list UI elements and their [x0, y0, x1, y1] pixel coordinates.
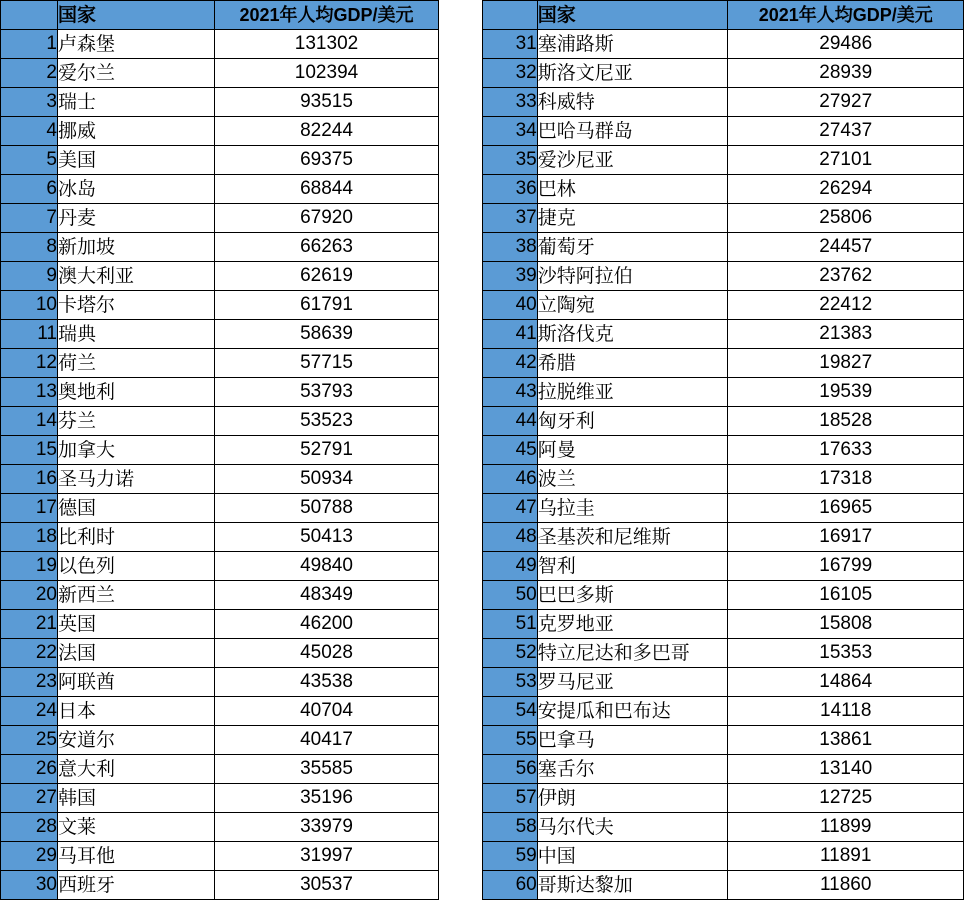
- gdp-cell[interactable]: 23762: [728, 262, 964, 291]
- country-cell[interactable]: 卡塔尔: [58, 291, 215, 320]
- gdp-cell[interactable]: 53793: [215, 378, 439, 407]
- gdp-cell[interactable]: 93515: [215, 88, 439, 117]
- rank-cell[interactable]: 8: [1, 233, 58, 262]
- rank-cell[interactable]: 26: [1, 755, 58, 784]
- country-cell[interactable]: 日本: [58, 697, 215, 726]
- gdp-cell[interactable]: 43538: [215, 668, 439, 697]
- rank-cell[interactable]: 2: [1, 59, 58, 88]
- rank-cell[interactable]: 57: [483, 784, 538, 813]
- table-row: [1, 407, 439, 436]
- rank-cell[interactable]: 1: [1, 30, 58, 59]
- gdp-cell[interactable]: 35585: [215, 755, 439, 784]
- gdp-cell[interactable]: 11860: [728, 871, 964, 900]
- header-gdp[interactable]: 2021年人均GDP/美元: [728, 1, 964, 30]
- country-cell[interactable]: 意大利: [58, 755, 215, 784]
- table-row: [483, 175, 964, 204]
- country-cell[interactable]: 英国: [58, 610, 215, 639]
- rank-cell[interactable]: 45: [483, 436, 538, 465]
- gdp-cell[interactable]: 26294: [728, 175, 964, 204]
- gdp-cell[interactable]: 13861: [728, 726, 964, 755]
- country-cell[interactable]: 法国: [58, 639, 215, 668]
- rank-cell[interactable]: 29: [1, 842, 58, 871]
- table-row: [483, 523, 964, 552]
- table-row: [483, 204, 964, 233]
- country-cell[interactable]: 韩国: [58, 784, 215, 813]
- country-cell[interactable]: 安提瓜和巴布达: [537, 697, 728, 726]
- country-cell[interactable]: 中国: [537, 842, 728, 871]
- country-cell[interactable]: 葡萄牙: [537, 233, 728, 262]
- country-cell[interactable]: 以色列: [58, 552, 215, 581]
- rank-cell[interactable]: 55: [483, 726, 538, 755]
- gdp-cell[interactable]: 29486: [728, 30, 964, 59]
- rank-cell[interactable]: 34: [483, 117, 538, 146]
- gdp-table-left: [0, 0, 439, 900]
- table-row: [1, 668, 439, 697]
- rank-cell[interactable]: 14: [1, 407, 58, 436]
- table-row: [1, 146, 439, 175]
- country-cell[interactable]: 科威特: [537, 88, 728, 117]
- gdp-cell[interactable]: 11891: [728, 842, 964, 871]
- gdp-cell[interactable]: 102394: [215, 59, 439, 88]
- table-row: [1, 349, 439, 378]
- country-cell[interactable]: 奥地利: [58, 378, 215, 407]
- gdp-cell[interactable]: 66263: [215, 233, 439, 262]
- country-cell[interactable]: 瑞典: [58, 320, 215, 349]
- gdp-table-right: [482, 0, 964, 900]
- country-cell[interactable]: 加拿大: [58, 436, 215, 465]
- rank-cell[interactable]: 5: [1, 146, 58, 175]
- country-cell[interactable]: 斯洛文尼亚: [537, 59, 728, 88]
- table-row: [483, 813, 964, 842]
- gdp-cell[interactable]: 25806: [728, 204, 964, 233]
- rank-cell[interactable]: 22: [1, 639, 58, 668]
- country-cell[interactable]: 斯洛伐克: [537, 320, 728, 349]
- table-row: [483, 697, 964, 726]
- rank-cell[interactable]: 39: [483, 262, 538, 291]
- gdp-cell[interactable]: 61791: [215, 291, 439, 320]
- rank-cell[interactable]: 38: [483, 233, 538, 262]
- rank-cell[interactable]: 50: [483, 581, 538, 610]
- rank-cell[interactable]: 36: [483, 175, 538, 204]
- table-row: [1, 291, 439, 320]
- gdp-cell[interactable]: 16799: [728, 552, 964, 581]
- rank-cell[interactable]: 53: [483, 668, 538, 697]
- country-cell[interactable]: 圣马力诺: [58, 465, 215, 494]
- gdp-cell[interactable]: 24457: [728, 233, 964, 262]
- rank-cell[interactable]: 15: [1, 436, 58, 465]
- table-row: [483, 552, 964, 581]
- country-cell[interactable]: 马耳他: [58, 842, 215, 871]
- rank-cell[interactable]: 44: [483, 407, 538, 436]
- table-row: [1, 552, 439, 581]
- country-cell[interactable]: 阿联酋: [58, 668, 215, 697]
- table-row: [1, 59, 439, 88]
- table-row: [1, 117, 439, 146]
- rank-cell[interactable]: 24: [1, 697, 58, 726]
- country-cell[interactable]: 乌拉圭: [537, 494, 728, 523]
- table-row: [1, 639, 439, 668]
- gdp-cell[interactable]: 62619: [215, 262, 439, 291]
- country-cell[interactable]: 希腊: [537, 349, 728, 378]
- table-row: [483, 59, 964, 88]
- country-cell[interactable]: 哥斯达黎加: [537, 871, 728, 900]
- header-corner-cell[interactable]: [1, 1, 58, 30]
- gdp-cell[interactable]: 131302: [215, 30, 439, 59]
- country-cell[interactable]: 巴拿马: [537, 726, 728, 755]
- rank-cell[interactable]: 9: [1, 262, 58, 291]
- table-row: [1, 320, 439, 349]
- rank-cell[interactable]: 47: [483, 494, 538, 523]
- gdp-cell[interactable]: 19827: [728, 349, 964, 378]
- gdp-cell[interactable]: 12725: [728, 784, 964, 813]
- rank-cell[interactable]: 19: [1, 552, 58, 581]
- table-row: [483, 146, 964, 175]
- table-row: [1, 697, 439, 726]
- gdp-cell[interactable]: 28939: [728, 59, 964, 88]
- gdp-cell[interactable]: 27101: [728, 146, 964, 175]
- country-cell[interactable]: 阿曼: [537, 436, 728, 465]
- rank-cell[interactable]: 52: [483, 639, 538, 668]
- country-cell[interactable]: 卢森堡: [58, 30, 215, 59]
- table-row: [483, 233, 964, 262]
- country-cell[interactable]: 西班牙: [58, 871, 215, 900]
- gdp-cell[interactable]: 11899: [728, 813, 964, 842]
- table-row: [483, 784, 964, 813]
- country-cell[interactable]: 美国: [58, 146, 215, 175]
- rank-cell[interactable]: 11: [1, 320, 58, 349]
- rank-cell[interactable]: 3: [1, 88, 58, 117]
- gdp-cell[interactable]: 16965: [728, 494, 964, 523]
- table-row: [1, 465, 439, 494]
- country-cell[interactable]: 瑞士: [58, 88, 215, 117]
- table-row: [1, 581, 439, 610]
- rank-cell[interactable]: 37: [483, 204, 538, 233]
- gdp-cell[interactable]: 13140: [728, 755, 964, 784]
- table-row: [1, 871, 439, 900]
- table-row: [483, 349, 964, 378]
- country-cell[interactable]: 芬兰: [58, 407, 215, 436]
- rank-cell[interactable]: 51: [483, 610, 538, 639]
- gdp-cell[interactable]: 22412: [728, 291, 964, 320]
- country-cell[interactable]: 荷兰: [58, 349, 215, 378]
- country-cell[interactable]: 塞舌尔: [537, 755, 728, 784]
- gdp-cell[interactable]: 82244: [215, 117, 439, 146]
- header-gdp[interactable]: 2021年人均GDP/美元: [215, 1, 439, 30]
- country-cell[interactable]: 新西兰: [58, 581, 215, 610]
- table-row: [1, 813, 439, 842]
- gdp-cell[interactable]: 40704: [215, 697, 439, 726]
- country-cell[interactable]: 马尔代夫: [537, 813, 728, 842]
- gdp-cell[interactable]: 40417: [215, 726, 439, 755]
- gdp-cell[interactable]: 35196: [215, 784, 439, 813]
- country-cell[interactable]: 罗马尼亚: [537, 668, 728, 697]
- table-row: [483, 436, 964, 465]
- gdp-cell[interactable]: 31997: [215, 842, 439, 871]
- rank-cell[interactable]: 6: [1, 175, 58, 204]
- country-cell[interactable]: 智利: [537, 552, 728, 581]
- gdp-cell[interactable]: 69375: [215, 146, 439, 175]
- rank-cell[interactable]: 16: [1, 465, 58, 494]
- country-cell[interactable]: 巴林: [537, 175, 728, 204]
- rank-cell[interactable]: 7: [1, 204, 58, 233]
- rank-cell[interactable]: 17: [1, 494, 58, 523]
- table-row: [483, 88, 964, 117]
- gdp-cell[interactable]: 14864: [728, 668, 964, 697]
- table-row: [1, 436, 439, 465]
- header-corner-cell[interactable]: [483, 1, 538, 30]
- gdp-cell[interactable]: 33979: [215, 813, 439, 842]
- gdp-cell[interactable]: 68844: [215, 175, 439, 204]
- table-row: [483, 465, 964, 494]
- rank-cell[interactable]: 25: [1, 726, 58, 755]
- rank-cell[interactable]: 33: [483, 88, 538, 117]
- country-cell[interactable]: 塞浦路斯: [537, 30, 728, 59]
- table-row: [1, 726, 439, 755]
- country-cell[interactable]: 捷克: [537, 204, 728, 233]
- country-cell[interactable]: 比利时: [58, 523, 215, 552]
- country-cell[interactable]: 冰岛: [58, 175, 215, 204]
- country-cell[interactable]: 波兰: [537, 465, 728, 494]
- country-cell[interactable]: 立陶宛: [537, 291, 728, 320]
- gdp-cell[interactable]: 57715: [215, 349, 439, 378]
- table-row: [1, 378, 439, 407]
- gdp-cell[interactable]: 16917: [728, 523, 964, 552]
- header-row: [1, 1, 439, 30]
- rank-cell[interactable]: 20: [1, 581, 58, 610]
- country-cell[interactable]: 伊朗: [537, 784, 728, 813]
- rank-cell[interactable]: 10: [1, 291, 58, 320]
- rank-cell[interactable]: 46: [483, 465, 538, 494]
- gdp-cell[interactable]: 50413: [215, 523, 439, 552]
- table-row: [1, 262, 439, 291]
- rank-cell[interactable]: 58: [483, 813, 538, 842]
- gdp-cell[interactable]: 52791: [215, 436, 439, 465]
- table-row: [1, 30, 439, 59]
- gdp-cell[interactable]: 16105: [728, 581, 964, 610]
- gdp-cell[interactable]: 46200: [215, 610, 439, 639]
- gdp-cell[interactable]: 27927: [728, 88, 964, 117]
- rank-cell[interactable]: 31: [483, 30, 538, 59]
- country-cell[interactable]: 拉脱维亚: [537, 378, 728, 407]
- table-row: [483, 639, 964, 668]
- rank-cell[interactable]: 48: [483, 523, 538, 552]
- country-cell[interactable]: 克罗地亚: [537, 610, 728, 639]
- gdp-cell[interactable]: 53523: [215, 407, 439, 436]
- gdp-cell[interactable]: 21383: [728, 320, 964, 349]
- table-row: [483, 117, 964, 146]
- gdp-cell[interactable]: 18528: [728, 407, 964, 436]
- gdp-cell[interactable]: 49840: [215, 552, 439, 581]
- rank-cell[interactable]: 41: [483, 320, 538, 349]
- gdp-cell[interactable]: 17318: [728, 465, 964, 494]
- rank-cell[interactable]: 30: [1, 871, 58, 900]
- country-cell[interactable]: 丹麦: [58, 204, 215, 233]
- country-cell[interactable]: 巴巴多斯: [537, 581, 728, 610]
- rank-cell[interactable]: 4: [1, 117, 58, 146]
- gdp-cell[interactable]: 17633: [728, 436, 964, 465]
- gdp-cell[interactable]: 15808: [728, 610, 964, 639]
- table-row: [1, 494, 439, 523]
- country-cell[interactable]: 德国: [58, 494, 215, 523]
- rank-cell[interactable]: 40: [483, 291, 538, 320]
- header-country[interactable]: 国家: [537, 1, 728, 30]
- table-row: [483, 291, 964, 320]
- rank-cell[interactable]: 42: [483, 349, 538, 378]
- header-row: [483, 1, 964, 30]
- table-row: [483, 871, 964, 900]
- country-cell[interactable]: 圣基茨和尼维斯: [537, 523, 728, 552]
- table-row: [1, 175, 439, 204]
- table-row: [1, 88, 439, 117]
- table-row: [1, 842, 439, 871]
- rank-cell[interactable]: 27: [1, 784, 58, 813]
- table-row: [1, 204, 439, 233]
- country-cell[interactable]: 巴哈马群岛: [537, 117, 728, 146]
- gdp-cell[interactable]: 67920: [215, 204, 439, 233]
- gdp-cell[interactable]: 58639: [215, 320, 439, 349]
- gdp-cell[interactable]: 15353: [728, 639, 964, 668]
- table-row: [1, 755, 439, 784]
- gdp-cell[interactable]: 50934: [215, 465, 439, 494]
- gdp-cell[interactable]: 19539: [728, 378, 964, 407]
- rank-cell[interactable]: 21: [1, 610, 58, 639]
- rank-cell[interactable]: 23: [1, 668, 58, 697]
- country-cell[interactable]: 文莱: [58, 813, 215, 842]
- table-row: [1, 523, 439, 552]
- table-row: [483, 378, 964, 407]
- gdp-cell[interactable]: 50788: [215, 494, 439, 523]
- table-row: [483, 407, 964, 436]
- country-cell[interactable]: 挪威: [58, 117, 215, 146]
- rank-cell[interactable]: 60: [483, 871, 538, 900]
- gdp-cell[interactable]: 27437: [728, 117, 964, 146]
- table-row: [483, 30, 964, 59]
- rank-cell[interactable]: 43: [483, 378, 538, 407]
- rank-cell[interactable]: 59: [483, 842, 538, 871]
- rank-cell[interactable]: 32: [483, 59, 538, 88]
- gdp-cell[interactable]: 48349: [215, 581, 439, 610]
- country-cell[interactable]: 新加坡: [58, 233, 215, 262]
- rank-cell[interactable]: 13: [1, 378, 58, 407]
- country-cell[interactable]: 特立尼达和多巴哥: [537, 639, 728, 668]
- table-row: [1, 233, 439, 262]
- header-country[interactable]: 国家: [58, 1, 215, 30]
- table-row: [483, 668, 964, 697]
- rank-cell[interactable]: 49: [483, 552, 538, 581]
- rank-cell[interactable]: 54: [483, 697, 538, 726]
- rank-cell[interactable]: 28: [1, 813, 58, 842]
- country-cell[interactable]: 澳大利亚: [58, 262, 215, 291]
- gdp-cell[interactable]: 30537: [215, 871, 439, 900]
- country-cell[interactable]: 匈牙利: [537, 407, 728, 436]
- table-row: [483, 320, 964, 349]
- gdp-cell[interactable]: 45028: [215, 639, 439, 668]
- table-row: [483, 755, 964, 784]
- table-row: [483, 581, 964, 610]
- table-row: [483, 726, 964, 755]
- table-row: [483, 494, 964, 523]
- country-cell[interactable]: 爱沙尼亚: [537, 146, 728, 175]
- country-cell[interactable]: 安道尔: [58, 726, 215, 755]
- table-row: [1, 610, 439, 639]
- country-cell[interactable]: 爱尔兰: [58, 59, 215, 88]
- table-row: [1, 784, 439, 813]
- table-row: [483, 610, 964, 639]
- country-cell[interactable]: 沙特阿拉伯: [537, 262, 728, 291]
- rank-cell[interactable]: 56: [483, 755, 538, 784]
- rank-cell[interactable]: 12: [1, 349, 58, 378]
- table-row: [483, 262, 964, 291]
- table-row: [483, 842, 964, 871]
- gdp-cell[interactable]: 14118: [728, 697, 964, 726]
- rank-cell[interactable]: 18: [1, 523, 58, 552]
- rank-cell[interactable]: 35: [483, 146, 538, 175]
